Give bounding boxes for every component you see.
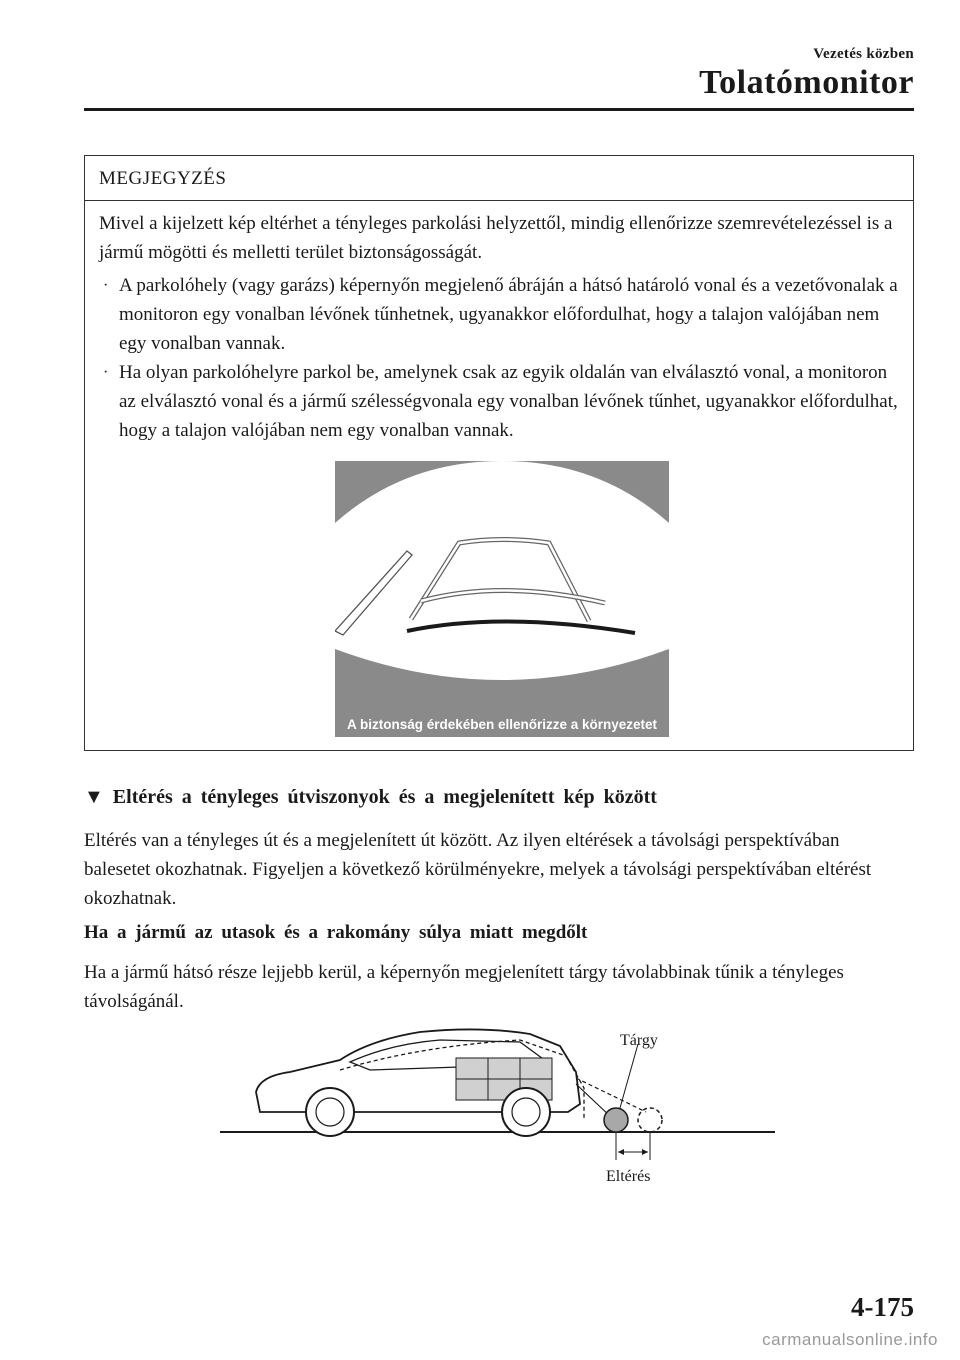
monitor-view-area: [335, 461, 669, 680]
deviation-arrowhead-left: [618, 1149, 624, 1155]
note-bullet-text: Ha olyan parkolóhelyre parkol be, amelynek csak az egyik oldalán van elválasztó vonal, a monitoron az elválasztó vonal és a jármű szélességvonala egy vonalban lévőnek tűnhet, ugyanakkor előfordulhat, hogy a talajon valójában nem egy vonalban vannak.: [119, 362, 898, 441]
bullet-dot: ·: [103, 277, 109, 294]
bullet-dot: ·: [103, 364, 109, 381]
subheading: Ha a jármű az utasok és a rakomány súlya miatt megdőlt: [84, 922, 588, 943]
note-list: [99, 271, 899, 445]
note-title: MEGJEGYZÉS: [85, 156, 913, 201]
perceived-object-circle: [638, 1108, 662, 1132]
header-rule: [84, 108, 914, 111]
monitor-caption: A biztonság érdekében ellenőrizze a környezetet: [346, 717, 658, 732]
section-paragraph-2: Ha a jármű hátsó része lejjebb kerül, a képernyőn megjelenített tárgy távolabbinak tűnik a tényleges távolságánál.: [84, 962, 844, 1012]
actual-object-circle: [604, 1108, 628, 1132]
note-bullet-text: A parkolóhely (vagy garázs) képernyőn megjelenő ábráján a hátsó határoló vonal és a vezetővonalak a monitoron egy vonalban lévőnek tűnhetnek, ugyanakkor előfordulhat, hogy a talajon valójában nem egy vonalban vannak.: [119, 275, 898, 354]
header-section-label: Vezetés közben: [813, 46, 914, 62]
page-title: Tolatómonitor: [699, 64, 914, 101]
section-heading-text: Eltérés a tényleges útviszonyok és a megjelenített kép között: [112, 786, 657, 808]
triangle-down-icon: ▼: [84, 786, 104, 808]
section-paragraph: Eltérés van a tényleges út és a megjelenített út között. Az ilyen eltérések a távolsági perspektívában balesetet okozhatnak. Figyeljen a következő körülményekre, melyek a távolsági perspektívában eltérést okozhatnak.: [84, 830, 872, 909]
note-bullet-item: [99, 358, 899, 445]
deviation-arrowhead-right: [642, 1149, 648, 1155]
page-number: 4-175: [851, 1292, 914, 1322]
rear-view-monitor-illustration: [335, 461, 669, 737]
deviation-label: Eltérés: [606, 1168, 651, 1185]
rear-wheel: [502, 1088, 550, 1136]
front-wheel: [306, 1088, 354, 1136]
watermark: carmanualsonline.info: [762, 1330, 938, 1349]
object-leader-line: [620, 1044, 638, 1108]
camera-view-line-dashed: [576, 1078, 646, 1112]
vehicle-tilt-diagram: [220, 1020, 780, 1190]
section-heading: [84, 786, 657, 809]
note-intro: Mivel a kijelzett kép eltérhet a tényleges parkolási helyzettől, mindig ellenőrizze szemrevételezéssel is a jármű mögötti és melletti terület biztonságosságát.: [99, 213, 893, 263]
note-bullet-item: [99, 271, 899, 358]
object-label: Tárgy: [620, 1032, 658, 1049]
